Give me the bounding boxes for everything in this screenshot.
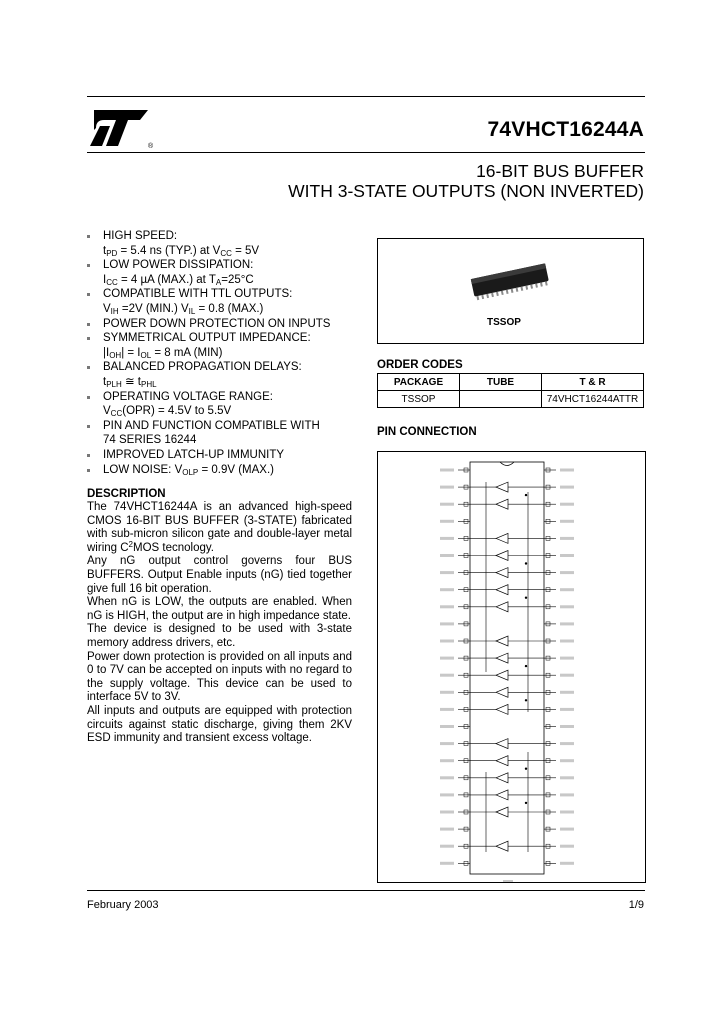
pin-label-right: [560, 520, 574, 523]
pin-label-right: [560, 811, 574, 814]
bullet-icon: [87, 425, 90, 428]
feature-item: PIN AND FUNCTION COMPATIBLE WITH 74 SERIES 16244: [87, 419, 357, 448]
pin-label-right: [560, 845, 574, 848]
bullet-icon: [87, 264, 90, 267]
buffer-symbol: [496, 499, 508, 509]
buffer-symbol: [496, 739, 508, 749]
pin-label-left: [440, 708, 454, 711]
bullet-icon: [87, 454, 90, 457]
pin-label-left: [440, 605, 454, 608]
footer-rule: [87, 890, 645, 891]
buffer-symbol: [496, 585, 508, 595]
pin-label-right: [560, 588, 574, 591]
buffer-symbol: [496, 568, 508, 578]
buffer-symbol: [496, 756, 508, 766]
top-rule: [87, 96, 645, 97]
bullet-icon: [87, 366, 90, 369]
feature-detail: $V_{CC}(OPR) = 4.5V$ to 5.5V: [103, 405, 232, 419]
pin-label-left: [440, 469, 454, 472]
pin-label-left: [440, 622, 454, 625]
buffer-symbol: [496, 653, 508, 663]
pin-label-left: [440, 776, 454, 779]
pin-label-right: [560, 691, 574, 694]
bullet-icon: [87, 293, 90, 296]
column-header: T & R: [542, 374, 644, 391]
table-cell: 74VHCT16244ATTR: [542, 391, 644, 408]
pin-label-left: [440, 759, 454, 762]
column-header: PACKAGE: [378, 374, 460, 391]
pin-label-left: [440, 725, 454, 728]
buffer-symbol: [496, 807, 508, 817]
pin-label-left: [440, 811, 454, 814]
buffer-symbol: [496, 687, 508, 697]
junction-dot: [525, 768, 527, 770]
pin-label-left: [440, 520, 454, 523]
diagram-caption: [503, 880, 513, 882]
feature-item: COMPATIBLE WITH TTL OUTPUTS: $V_{IH} =2V$ (MIN.) $V_{IL} = 0.8$ (MAX.): [87, 287, 357, 316]
feature-detail: $V_{IH} =2V$ (MIN.) $V_{IL} = 0.8$ (MAX.): [103, 302, 264, 316]
pin-label-left: [440, 862, 454, 865]
pin-label-right: [560, 708, 574, 711]
feature-item: BALANCED PROPAGATION DELAYS: $t_{PLH}$ ≅ $t_{PHL}$: [87, 360, 357, 389]
tssop-chip-image: [378, 239, 643, 314]
footer-page-number: 1/9: [628, 899, 644, 911]
table-cell: [460, 391, 542, 408]
subtitle-line-2: WITH 3-STATE OUTPUTS (NON INVERTED): [288, 181, 644, 201]
pin-label-left: [440, 845, 454, 848]
pin-label-right: [560, 657, 574, 660]
table-cell: TSSOP: [378, 391, 460, 408]
description-paragraph: All inputs and outputs are equipped with protection circuits against static discharge, giving them 2KV ESD immunity and transient excess voltage.: [87, 704, 352, 745]
pin-label-left: [440, 742, 454, 745]
pin-label-right: [560, 605, 574, 608]
description-paragraph: Any nG output control governs four BUS BUFFERS. Output Enable inputs (nG) tied together give full 16 bit operation.: [87, 555, 352, 595]
junction-dot: [525, 597, 527, 599]
header-rule: [87, 152, 645, 153]
package-label: TSSOP: [487, 317, 521, 328]
description-body: [87, 501, 352, 746]
pin-label-right: [560, 674, 574, 677]
buffer-symbol: [496, 636, 508, 646]
junction-dot: [525, 494, 527, 496]
pin-label-right: [560, 759, 574, 762]
junction-dot: [525, 699, 527, 701]
buffer-symbol: [496, 670, 508, 680]
pin-label-right: [560, 793, 574, 796]
buffer-symbol: [496, 482, 508, 492]
pin-label-left: [440, 537, 454, 540]
pin-label-right: [560, 622, 574, 625]
description-paragraph: The device is designed to be used with 3-state memory address drivers, etc.: [87, 623, 352, 649]
order-codes-heading: ORDER CODES: [377, 359, 463, 371]
feature-item: LOW POWER DISSIPATION: $I_{CC} = 4$ µA (MAX.) at $T_A=25^\circ C$: [87, 258, 357, 287]
feature-item: SYMMETRICAL OUTPUT IMPEDANCE: $|I_{OH}| = I_{OL} = 8$ mA (MIN): [87, 331, 357, 360]
pin-label-left: [440, 828, 454, 831]
junction-dot: [525, 665, 527, 667]
package-box: [377, 238, 644, 344]
st-logo: [88, 106, 158, 150]
feature-detail: $I_{CC} = 4$ µA (MAX.) at $T_A=25^\circ C$: [103, 273, 254, 287]
pin-connection-heading: PIN CONNECTION: [377, 426, 477, 438]
junction-dot: [525, 802, 527, 804]
footer-date: February 2003: [87, 899, 159, 911]
pin-label-right: [560, 554, 574, 557]
pin-label-right: [560, 742, 574, 745]
buffer-symbol: [496, 841, 508, 851]
feature-detail: $t_{PD} = 5.4$ ns (TYP.) at $V_{CC} = 5V$: [103, 244, 260, 258]
pin-label-left: [440, 554, 454, 557]
feature-detail: $|I_{OH}| = I_{OL} = 8$ mA (MIN): [103, 346, 223, 360]
pin-label-right: [560, 503, 574, 506]
description-paragraph: The 74VHCT16244A is an advanced high-speed CMOS 16-BIT BUS BUFFER (3-STATE) fabricated with sub-micron silicon gate and double-layer metal wiring $C^2MOS$ tecnology.: [87, 501, 352, 554]
pin-label-right: [560, 862, 574, 865]
description-heading: DESCRIPTION: [87, 488, 166, 500]
pin-label-right: [560, 537, 574, 540]
pin-label-left: [440, 571, 454, 574]
bullet-icon: [87, 235, 90, 238]
junction-dot: [525, 562, 527, 564]
svg-text:®: ®: [148, 143, 154, 150]
pin-label-right: [560, 640, 574, 643]
buffer-symbol: [496, 790, 508, 800]
ic-notch: [500, 462, 514, 466]
bullet-icon: [87, 337, 90, 340]
bullet-icon: [87, 396, 90, 399]
buffer-symbol: [496, 704, 508, 714]
column-header: TUBE: [460, 374, 542, 391]
pin-label-right: [560, 725, 574, 728]
pin-label-right: [560, 776, 574, 779]
buffer-symbol: [496, 602, 508, 612]
pin-label-left: [440, 657, 454, 660]
pin-connection-box: [377, 451, 646, 883]
pin-label-right: [560, 571, 574, 574]
table-header-row: [378, 374, 644, 391]
pin-connection-diagram: [378, 452, 645, 882]
bullet-icon: [87, 469, 90, 472]
pin-label-left: [440, 588, 454, 591]
subtitle: [288, 161, 644, 201]
buffer-symbol: [496, 773, 508, 783]
feature-item: HIGH SPEED: $t_{PD} = 5.4$ ns (TYP.) at $V_{CC} = 5V$: [87, 229, 357, 258]
buffer-symbol: [496, 551, 508, 561]
feature-detail: $t_{PLH}$ ≅ $t_{PHL}$: [103, 375, 157, 389]
description-paragraph: Power down protection is provided on all inputs and 0 to 7V can be accepted on inputs with no regard to the supply voltage. This device can be used to interface 5V to 3V.: [87, 650, 352, 704]
pin-label-left: [440, 674, 454, 677]
part-number: 74VHCT16244A: [487, 118, 644, 141]
pin-label-right: [560, 486, 574, 489]
order-codes-table: [377, 373, 644, 408]
pin-label-left: [440, 691, 454, 694]
pin-label-left: [440, 503, 454, 506]
subtitle-line-1: 16-BIT BUS BUFFER: [476, 161, 644, 181]
description-paragraph: When nG is LOW, the outputs are enabled. When nG is HIGH, the output are in high impedance state.: [87, 596, 352, 622]
pin-label-left: [440, 793, 454, 796]
feature-list: [87, 229, 357, 477]
pin-label-left: [440, 640, 454, 643]
feature-item: LOW NOISE: $V_{OLP} = 0.9V$ (MAX.): [87, 463, 357, 478]
feature-item: OPERATING VOLTAGE RANGE: $V_{CC}(OPR) = 4.5V$ to 5.5V: [87, 390, 357, 419]
table-row: [378, 391, 644, 408]
buffer-symbol: [496, 533, 508, 543]
pin-label-right: [560, 469, 574, 472]
feature-item: POWER DOWN PROTECTION ON INPUTS: [87, 317, 357, 332]
pin-label-right: [560, 828, 574, 831]
feature-item: IMPROVED LATCH-UP IMMUNITY: [87, 448, 357, 463]
pin-label-left: [440, 486, 454, 489]
bullet-icon: [87, 323, 90, 326]
